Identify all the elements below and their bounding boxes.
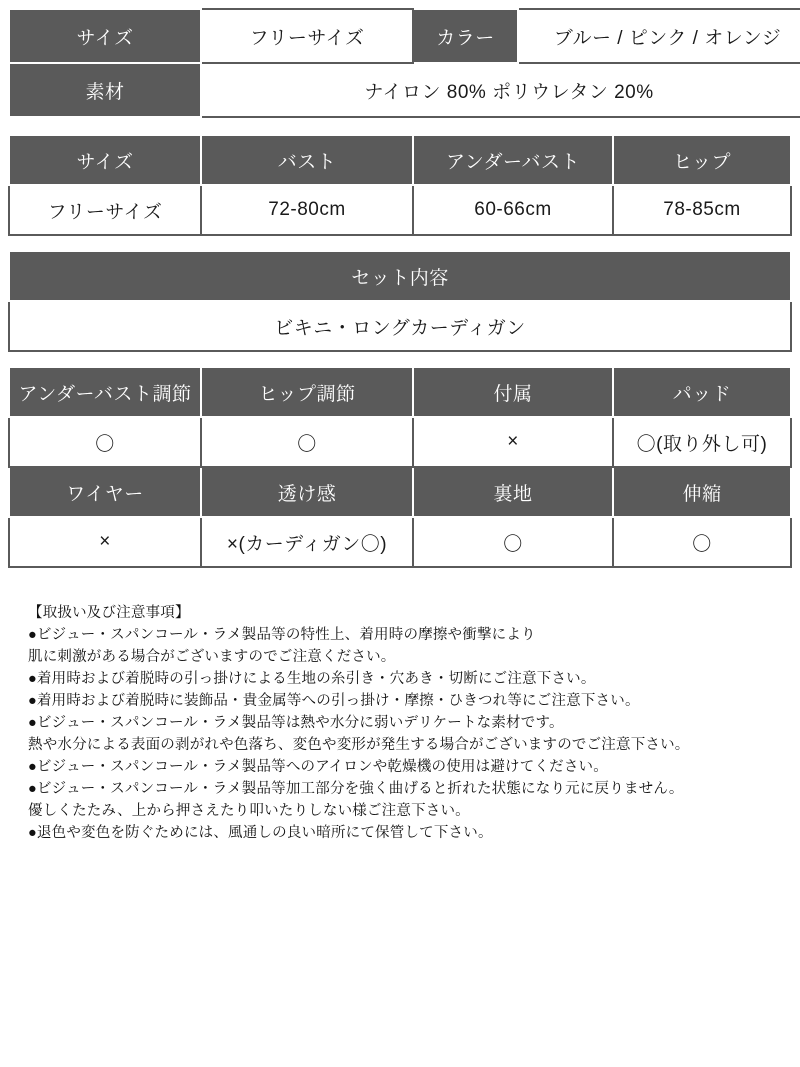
spec-size-value: フリーサイズ xyxy=(201,9,413,63)
size-table xyxy=(8,134,792,236)
care-note-line: ●ビジュー・スパンコール・ラメ製品等の特性上、着用時の摩擦や衝撃により xyxy=(28,627,536,644)
feature-header-hip-adjust: ヒップ調節 xyxy=(201,367,413,417)
feature-header-accessory: 付属 xyxy=(413,367,613,417)
spec-size-header: サイズ xyxy=(9,9,201,63)
care-note-line: ●着用時および着脱時に装飾品・貴金属等への引っ掛け・摩擦・ひきつれ等にご注意下さい。 xyxy=(28,693,640,710)
care-note-line: 熱や水分による表面の剥がれや色落ち、変色や変形が発生する場合がございますのでご注意下さい。 xyxy=(28,737,690,754)
feature-value-pad: 〇(取り外し可) xyxy=(613,417,791,467)
feature-header-sheerness: 透け感 xyxy=(201,467,413,517)
size-col-header-hip: ヒップ xyxy=(613,135,791,185)
care-note-line: ●ビジュー・スパンコール・ラメ製品等は熱や水分に弱いデリケートな素材です。 xyxy=(28,715,564,732)
set-contents-value: ビキニ・ロングカーディガン xyxy=(9,301,791,351)
table-row xyxy=(9,467,791,517)
feature-header-underbust-adjust: アンダーバスト調節 xyxy=(9,367,201,417)
spec-material-value: ナイロン 80% ポリウレタン 20% xyxy=(201,63,800,117)
care-note-line: ●ビジュー・スパンコール・ラメ製品等へのアイロンや乾燥機の使用は避けてください。 xyxy=(28,759,608,776)
table-row xyxy=(9,9,800,63)
care-note-line: ●ビジュー・スパンコール・ラメ製品等加工部分を強く曲げると折れた状態になり元に戻りません。 xyxy=(28,781,684,798)
spec-table xyxy=(8,8,800,118)
feature-value-underbust-adjust: 〇 xyxy=(9,417,201,467)
set-contents-header: セット内容 xyxy=(9,251,791,301)
table-row xyxy=(9,63,800,117)
care-note-line: 肌に刺激がある場合がございますのでご注意ください。 xyxy=(28,649,396,666)
care-note-line: ●退色や変色を防ぐためには、風通しの良い暗所にて保管して下さい。 xyxy=(28,825,493,842)
care-note-line: 優しくたたみ、上から押さえたり叩いたりしない様ご注意下さい。 xyxy=(28,803,470,820)
feature-value-sheerness: ×(カーディガン〇) xyxy=(201,517,413,567)
spec-color-value: ブルー / ピンク / オレンジ xyxy=(518,9,800,63)
size-value-size: フリーサイズ xyxy=(9,185,201,235)
size-col-header-size: サイズ xyxy=(9,135,201,185)
spec-color-header: カラー xyxy=(413,9,518,63)
table-row xyxy=(9,301,791,351)
spec-material-header: 素材 xyxy=(9,63,201,117)
feature-header-lining: 裏地 xyxy=(413,467,613,517)
care-notes-title: 【取扱い及び注意事項】 xyxy=(28,605,190,621)
table-row xyxy=(9,367,791,417)
table-row xyxy=(9,251,791,301)
feature-value-accessory: × xyxy=(413,417,613,467)
feature-table xyxy=(8,366,792,568)
care-note-line: ●着用時および着脱時の引っ掛けによる生地の糸引き・穴あき・切断にご注意下さい。 xyxy=(28,671,596,688)
feature-value-hip-adjust: 〇 xyxy=(201,417,413,467)
table-row xyxy=(9,517,791,567)
care-notes xyxy=(8,602,792,844)
set-contents-table xyxy=(8,250,792,352)
table-row xyxy=(9,417,791,467)
table-row xyxy=(9,135,791,185)
table-row xyxy=(9,185,791,235)
feature-header-wire: ワイヤー xyxy=(9,467,201,517)
feature-value-stretch: 〇 xyxy=(613,517,791,567)
size-value-hip: 78-85cm xyxy=(613,185,791,235)
feature-header-stretch: 伸縮 xyxy=(613,467,791,517)
feature-value-wire: × xyxy=(9,517,201,567)
size-col-header-underbust: アンダーバスト xyxy=(413,135,613,185)
size-value-bust: 72-80cm xyxy=(201,185,413,235)
feature-header-pad: パッド xyxy=(613,367,791,417)
feature-value-lining: 〇 xyxy=(413,517,613,567)
size-value-underbust: 60-66cm xyxy=(413,185,613,235)
size-col-header-bust: バスト xyxy=(201,135,413,185)
